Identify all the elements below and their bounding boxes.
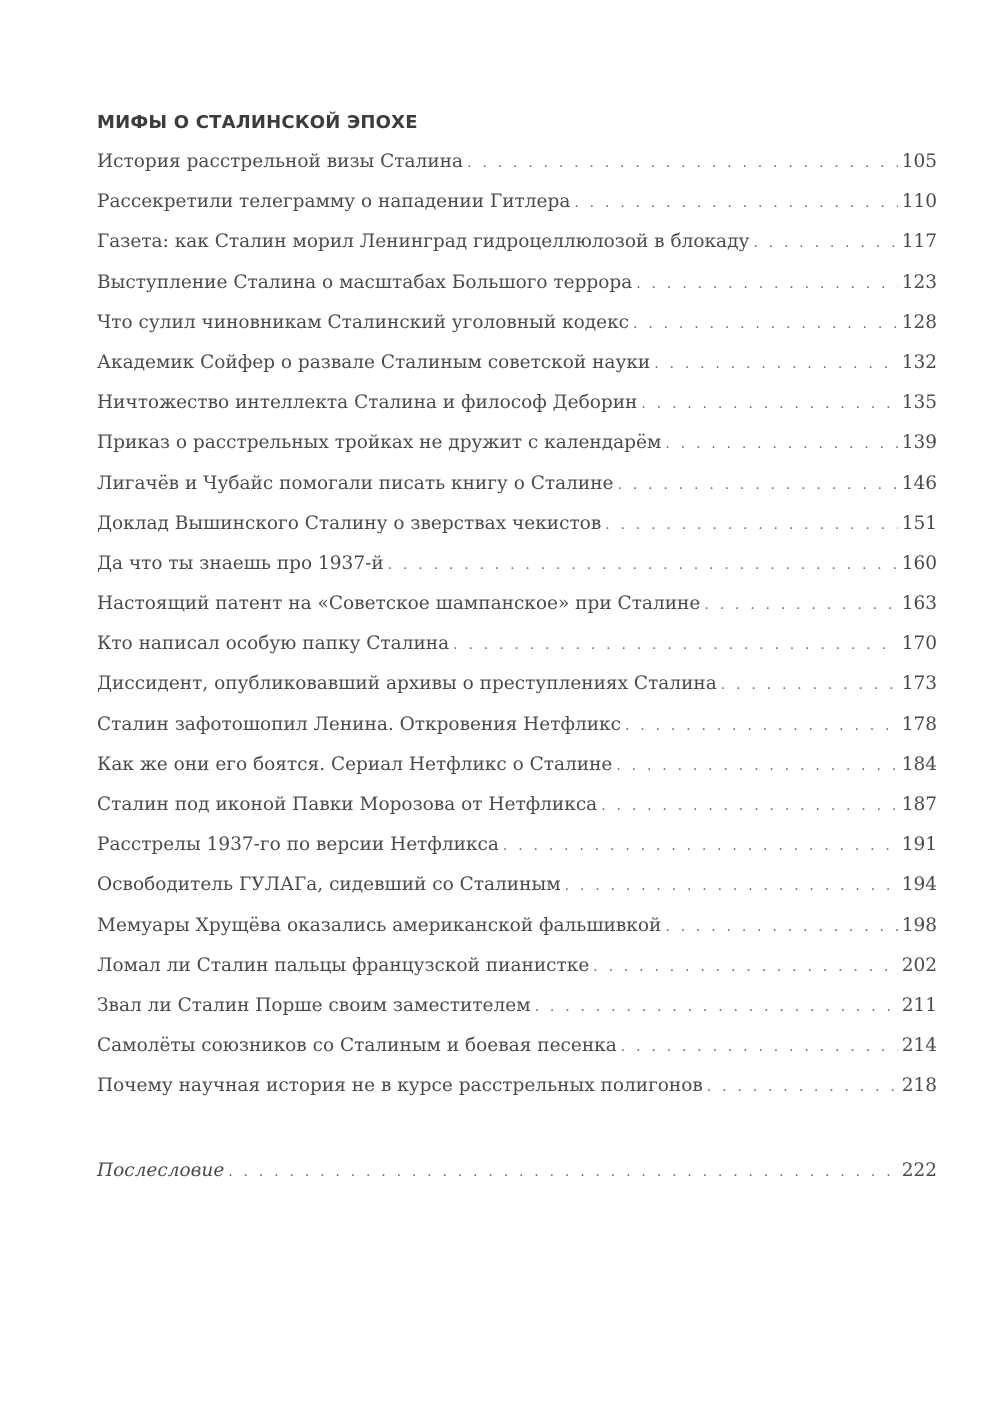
entry-page: 214 [901, 1035, 937, 1057]
entry-title: Настоящий патент на «Советское шампанское» при Сталине [97, 593, 701, 615]
entry-page: 187 [901, 794, 937, 815]
entry-title: Ломал ли Сталин пальцы французской пианистке [97, 954, 590, 976]
entry-page: 198 [901, 914, 937, 936]
dot-leader [605, 505, 897, 545]
entry-title: Мемуары Хрущёва оказались американской фальшивкой [97, 914, 662, 936]
entry-page: 146 [901, 472, 937, 494]
entry-title: Расстрелы 1937-го по версии Нетфликса [97, 834, 499, 856]
dot-leader [625, 706, 898, 746]
dot-leader [565, 866, 898, 906]
afterword-title: Послесловие [97, 1159, 225, 1181]
toc-entry-afterword [97, 1151, 937, 1191]
entry-title: Диссидент, опубликовавший архивы о преступлениях Сталина [97, 673, 717, 695]
toc-entry [97, 745, 937, 785]
entry-title: Лигачёв и Чубайс помогали писать книгу о Сталине [97, 472, 614, 494]
entry-page: 110 [901, 191, 937, 213]
entry-page: 128 [901, 311, 937, 333]
toc-entry [97, 1066, 937, 1106]
dot-leader [721, 665, 898, 705]
entry-title: Что сулил чиновникам Сталинский уголовный кодекс [97, 311, 630, 333]
entry-page: 194 [901, 874, 937, 896]
toc-entry [97, 664, 937, 704]
table-of-contents [97, 108, 937, 1191]
entry-page: 163 [901, 593, 937, 615]
toc-entry [97, 383, 937, 423]
entry-page: 123 [901, 271, 937, 293]
entry-title: Самолёты союзников со Сталиным и боевая песенка [97, 1035, 617, 1057]
toc-entry [97, 906, 937, 946]
dot-leader [753, 223, 897, 263]
entry-title: Ничтожество интеллекта Сталина и философ Деборин [97, 392, 638, 414]
dot-leader [228, 1152, 897, 1192]
dot-leader [665, 907, 897, 947]
section-title: МИФЫ О СТАЛИНСКОЙ ЭПОХЕ [97, 112, 418, 133]
entry-title: Да что ты знаешь про 1937-й [97, 552, 384, 574]
dot-leader [654, 344, 897, 384]
dot-leader [467, 143, 898, 183]
toc-entry [97, 1026, 937, 1066]
entry-title: Кто написал особую папку Сталина [97, 633, 450, 655]
toc-entry [97, 785, 937, 825]
dot-leader [707, 1067, 898, 1107]
dot-leader [616, 746, 897, 786]
dot-leader [665, 424, 897, 464]
dot-leader [621, 1027, 898, 1067]
toc-entry [97, 343, 937, 383]
entry-title: Как же они его боятся. Сериал Нетфликс о Сталине [97, 753, 613, 775]
entry-title: Газета: как Сталин морил Ленинград гидроцеллюлозой в блокаду [97, 231, 750, 253]
toc-entry [97, 705, 937, 745]
entry-title: Сталин зафотошопил Ленина. Откровения Нетфликс [97, 713, 621, 735]
dot-leader [535, 987, 898, 1027]
dot-leader [633, 304, 898, 344]
entry-title: Доклад Вышинского Сталину о зверствах чекистов [97, 512, 602, 534]
entry-page: 202 [901, 954, 937, 976]
toc-entry [97, 464, 937, 504]
entry-title: Звал ли Сталин Порше своим заместителем [97, 994, 531, 1016]
toc-entry [97, 423, 937, 463]
entry-title: Выступление Сталина о масштабах Большого террора [97, 271, 633, 293]
entry-page: 151 [901, 512, 937, 534]
dot-leader [453, 625, 898, 665]
toc-entry [97, 624, 937, 664]
entry-page: 178 [901, 713, 937, 735]
toc-entry [97, 303, 937, 343]
entry-page: 160 [901, 552, 937, 574]
toc-entry [97, 222, 937, 262]
entry-title: Освободитель ГУЛАГа, сидевший со Сталиным [97, 874, 561, 896]
dot-leader [641, 384, 897, 424]
entry-title: Приказ о расстрельных тройках не дружит с календарём [97, 432, 662, 454]
dot-leader [636, 264, 897, 304]
entry-title: Почему научная история не в курсе расстрельных полигонов [97, 1075, 703, 1097]
entry-page: 218 [901, 1075, 937, 1097]
entry-page: 135 [901, 392, 937, 414]
entry-page: 211 [901, 994, 937, 1016]
toc-entry [97, 986, 937, 1026]
toc-entry [97, 182, 937, 222]
dot-leader [503, 826, 898, 866]
dot-leader [704, 585, 897, 625]
entry-page: 132 [901, 351, 937, 373]
entry-page: 105 [901, 151, 937, 172]
toc-entry [97, 865, 937, 905]
entry-page: 191 [901, 834, 937, 856]
entry-title: История расстрельной визы Сталина [97, 151, 464, 172]
toc-entry [97, 504, 937, 544]
dot-leader [574, 183, 897, 223]
toc-entry [97, 825, 937, 865]
toc-entry [97, 584, 937, 624]
dot-leader [593, 947, 897, 987]
entry-title: Рассекретили телеграмму о нападении Гитлера [97, 191, 571, 213]
toc-entry [97, 544, 937, 584]
dot-leader [388, 545, 898, 585]
toc-entry [97, 142, 937, 182]
entry-title: Сталин под иконой Павки Морозова от Нетфликса [97, 794, 598, 815]
entry-page: 117 [901, 231, 937, 253]
afterword-page: 222 [901, 1159, 937, 1181]
toc-entry [97, 946, 937, 986]
entry-page: 170 [901, 633, 937, 655]
entry-page: 139 [901, 432, 937, 454]
toc-entries [97, 142, 937, 1107]
entry-title: Академик Сойфер о развале Сталиным советской науки [97, 351, 651, 373]
dot-leader [618, 465, 898, 505]
entry-page: 173 [901, 673, 937, 695]
entry-page: 184 [901, 753, 937, 775]
dot-leader [601, 786, 897, 826]
toc-entry [97, 263, 937, 303]
